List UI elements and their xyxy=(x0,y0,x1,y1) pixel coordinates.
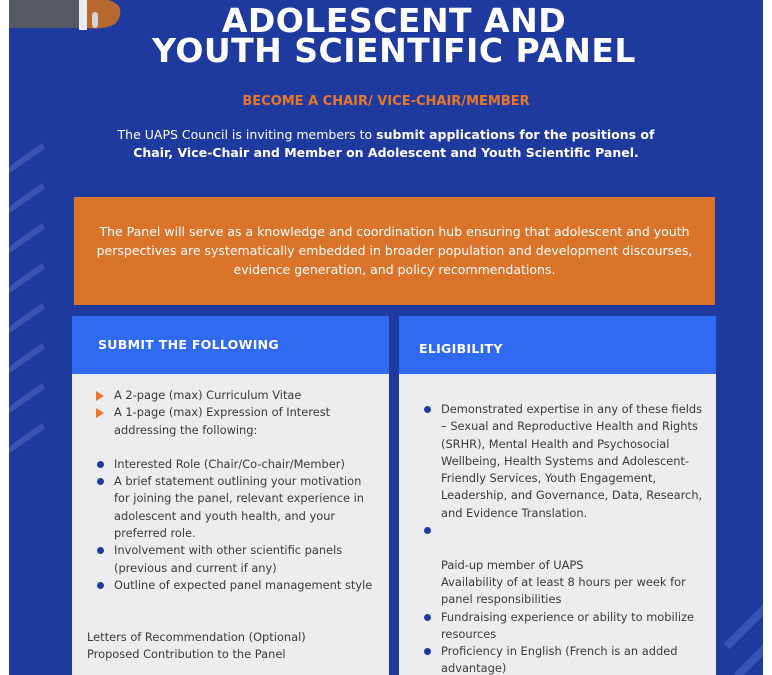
submit-heading: SUBMIT THE FOLLOWING xyxy=(72,316,389,374)
intro-plain: The UAPS Council is inviting members to xyxy=(117,127,377,142)
eoi-point xyxy=(92,456,377,473)
submit-column xyxy=(72,316,389,675)
eligibility-item xyxy=(419,401,709,522)
eligibility-text: Fundraising experience or ability to mobilize resources xyxy=(441,609,694,641)
corner-stripe xyxy=(724,559,763,650)
title-line-2: YOUTH SCIENTIFIC PANEL xyxy=(152,31,636,70)
document-item xyxy=(92,404,377,439)
document-text: A 1-page (max) Expression of Interest addressing the following: xyxy=(114,405,331,437)
subheading: BECOME A CHAIR/ VICE-CHAIR/MEMBER xyxy=(242,94,530,109)
dot-bullet-icon xyxy=(424,406,431,413)
triangle-bullet-icon xyxy=(96,408,104,418)
dot-bullet-icon xyxy=(97,478,104,485)
eligibility-heading: ELIGIBILITY xyxy=(399,316,716,374)
intro-text xyxy=(109,126,663,162)
dot-bullet-icon xyxy=(97,582,104,589)
dot-bullet-icon xyxy=(97,461,104,468)
poster xyxy=(9,0,763,675)
eoi-point xyxy=(92,473,377,542)
submit-extras xyxy=(87,629,377,664)
document-item xyxy=(92,387,377,404)
panel-statement: The Panel will serve as a knowledge and coordination hub ensuring that adolescent and youth perspectives are systematically embedded in broader population and development discourses, evidence generation, and policy recommendations. xyxy=(96,224,693,277)
eligibility-item xyxy=(419,522,709,608)
submit-list xyxy=(92,387,377,594)
eligibility-text: Paid-up member of UAPS Availability of at least 8 hours per week for panel responsibilities xyxy=(441,557,686,607)
decorative-stripes xyxy=(9,150,69,550)
triangle-bullet-icon xyxy=(96,391,104,401)
eligibility-list xyxy=(419,401,709,675)
eoi-point xyxy=(92,542,377,577)
eoi-point-text: A brief statement outlining your motivation for joining the panel, relevant experience in adolescent and youth health, and your preferred role. xyxy=(114,474,364,541)
extra-item: Proposed Contribution to the Panel xyxy=(87,647,286,662)
eligibility-column xyxy=(399,316,716,675)
dot-bullet-icon xyxy=(97,547,104,554)
title-line-1: ADOLESCENT AND xyxy=(221,1,567,40)
eoi-point-text: Outline of expected panel management style xyxy=(114,577,373,592)
extra-item: Letters of Recommendation (Optional) xyxy=(87,630,306,644)
document-text: A 2-page (max) Curriculum Vitae xyxy=(114,388,302,402)
eoi-point-text: Involvement with other scientific panels (previous and current if any) xyxy=(114,543,343,575)
dot-bullet-icon xyxy=(424,527,431,534)
eligibility-text: Demonstrated expertise in any of these fields – Sexual and Reproductive Health and Rights (SRHR), Mental Health and Psychosocial Wellbeing, Health Systems and Adolescent-Friendly Services, Youth Engagement, Leadership, and Governance, Data, Research, and Evidence Translation. xyxy=(441,402,703,520)
eligibility-item xyxy=(419,609,709,644)
dot-bullet-icon xyxy=(424,648,431,655)
eoi-point-text: Interested Role (Chair/Co-chair/Member) xyxy=(114,456,345,471)
panel-statement-box xyxy=(74,197,715,305)
dot-bullet-icon xyxy=(424,614,431,621)
eligibility-item xyxy=(419,643,709,675)
intro-bold: submit applications for the positions of Chair, Vice-Chair and Member on Adolescent and Youth Scientific Panel. xyxy=(133,127,655,160)
eligibility-text: Proficiency in English (French is an added advantage) xyxy=(441,644,678,675)
eoi-point xyxy=(92,577,377,594)
